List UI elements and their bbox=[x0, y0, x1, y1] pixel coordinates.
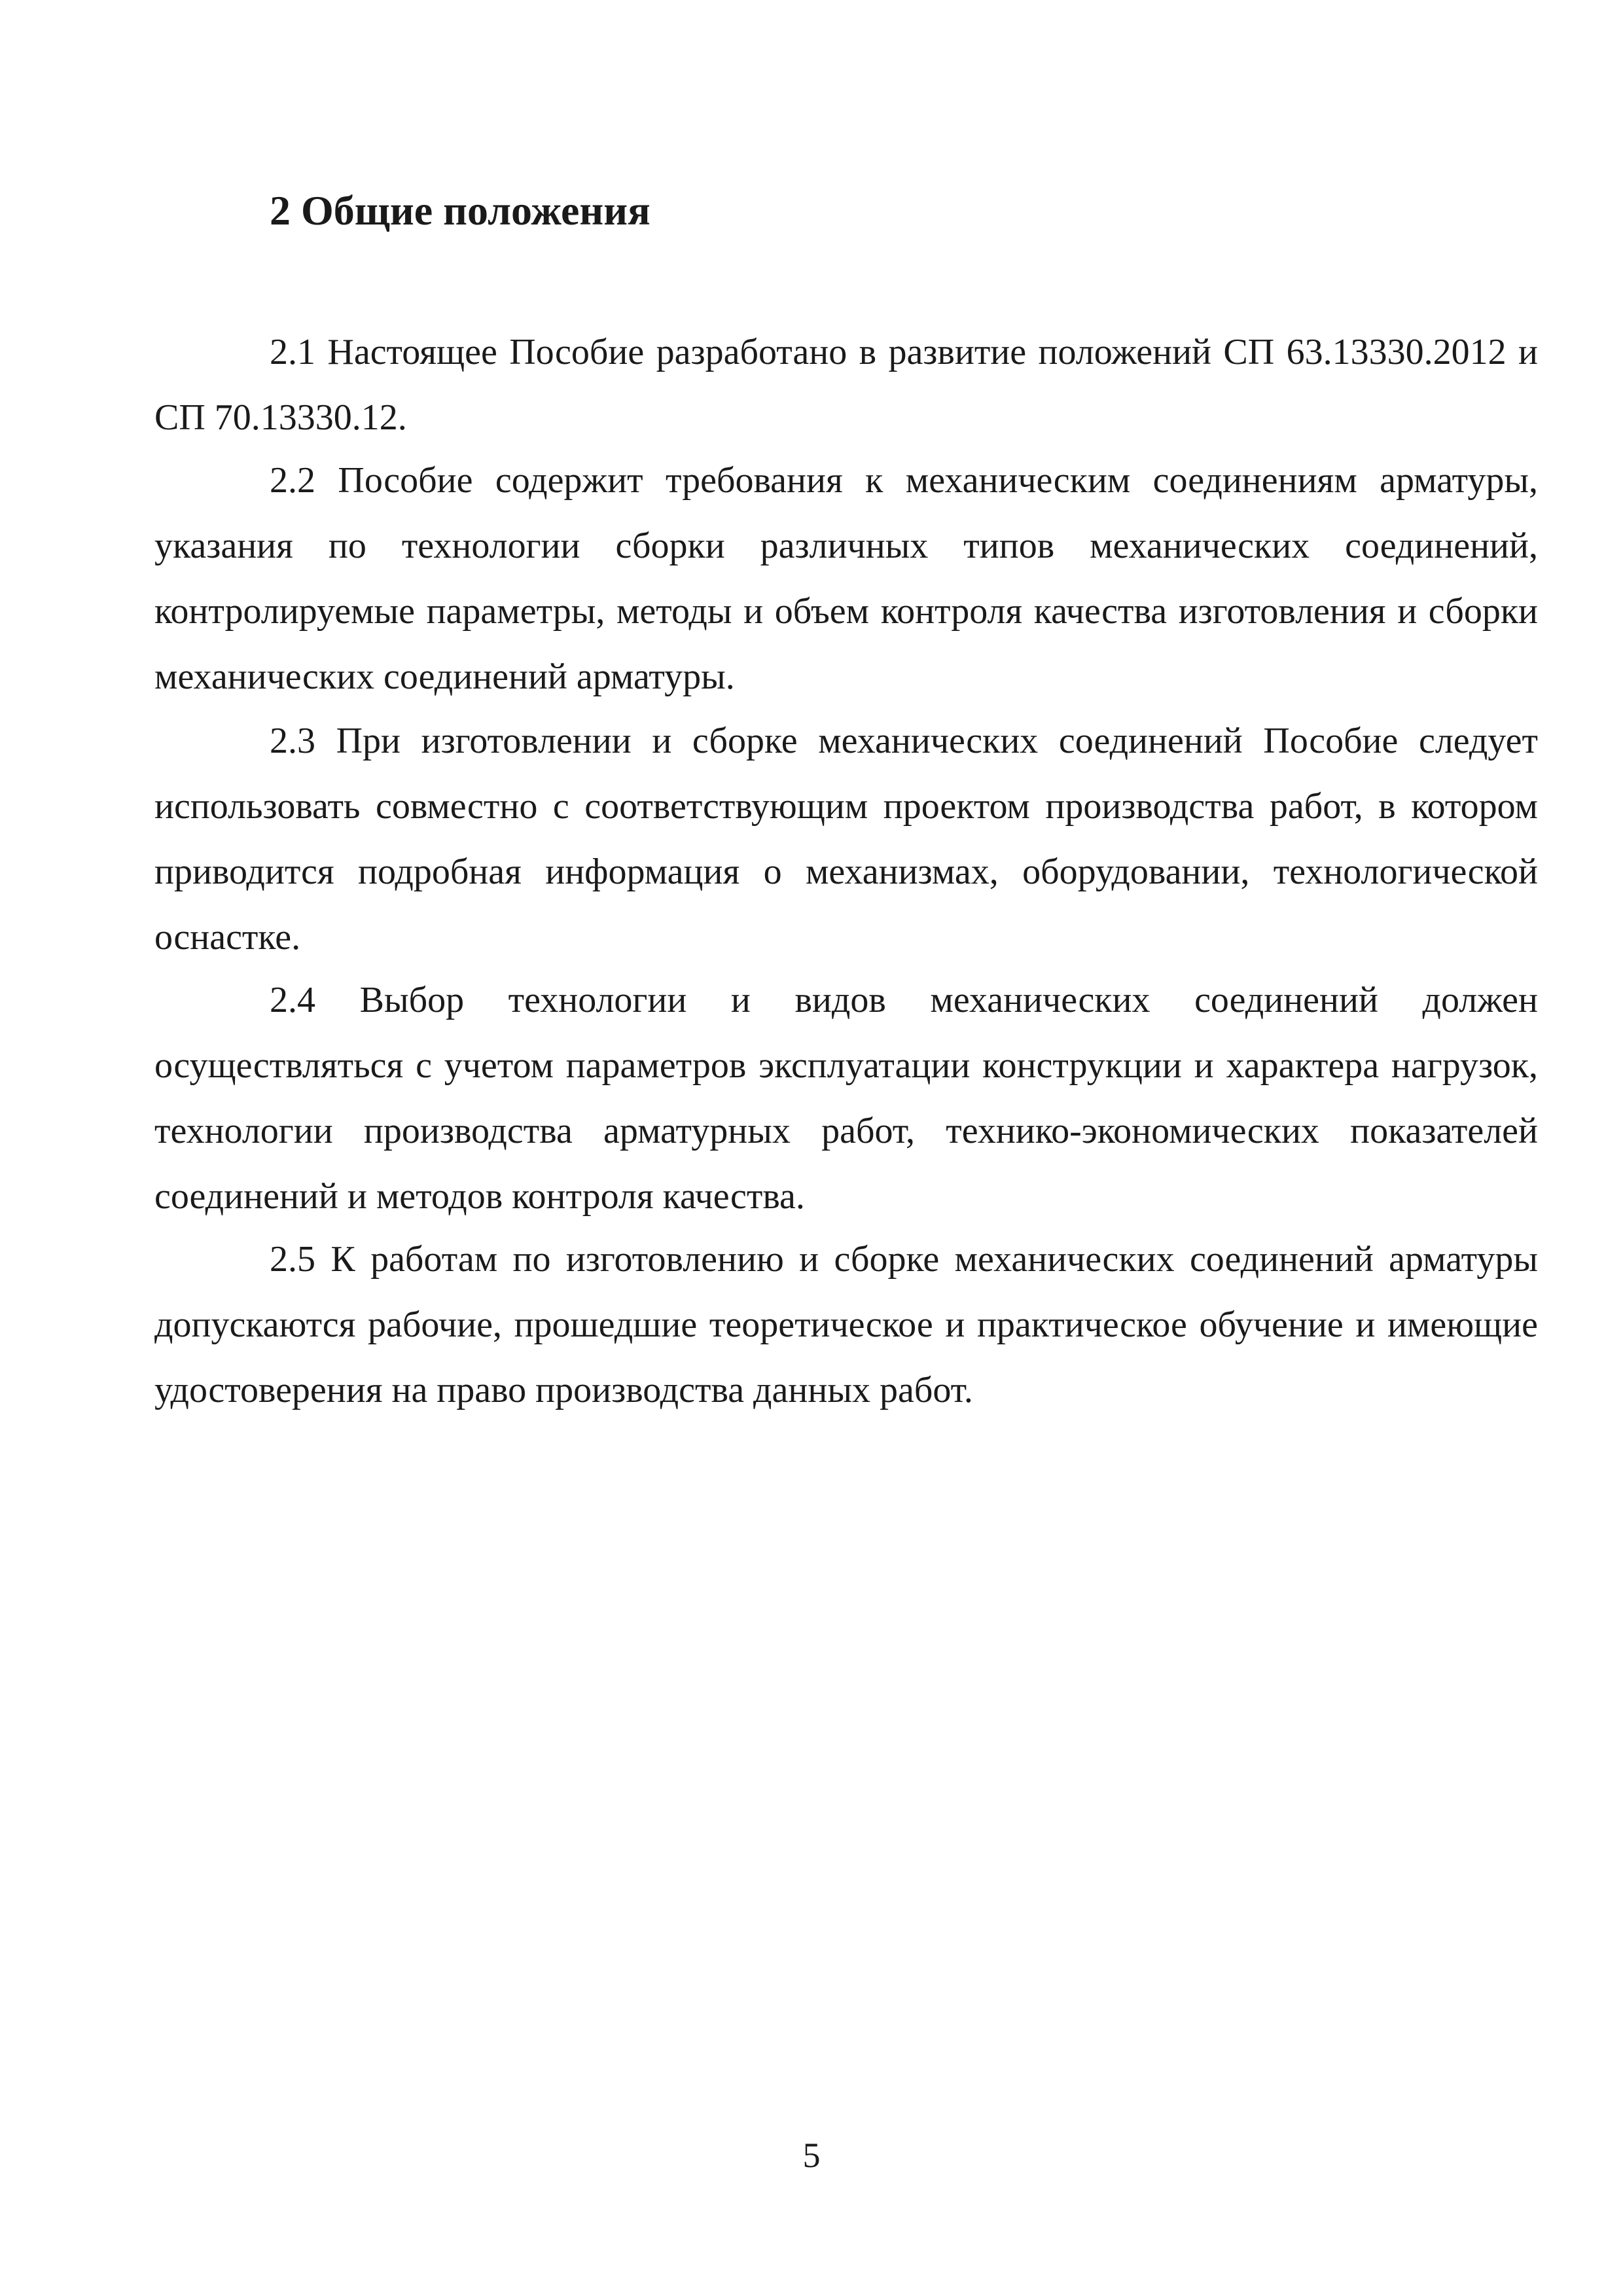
section-heading: 2 Общие положения bbox=[270, 187, 651, 234]
paragraph-2-2: 2.2 Пособие содержит требования к механическим соединениям арматуры, указания по технологии сборки различных типов механических соединений, контролируемые параметры, методы и объем контроля качества изготовления и сборки механических соединений арматуры. bbox=[154, 460, 1538, 697]
paragraph-2-3: 2.3 При изготовлении и сборке механических соединений Пособие следует использовать совместно с соответствующим проектом производства работ, в котором приводится подробная информация о механизмах, оборудовании, технологической оснастке. bbox=[154, 721, 1538, 958]
paragraph-2-5: 2.5 К работам по изготовлению и сборке механических соединений арматуры допускаются рабочие, прошедшие теоретическое и практическое обучение и имеющие удостоверения на право производства данных работ. bbox=[154, 1239, 1538, 1410]
paragraph-2-4: 2.4 Выбор технологии и видов механических соединений должен осуществляться с учетом параметров эксплуатации конструкции и характера нагрузок, технологии производства арматурных работ, технико-экономических показателей соединений и методов контроля качества. bbox=[154, 980, 1538, 1217]
paragraph-2-1: 2.1 Настоящее Пособие разработано в развитие положений СП 63.13330.2012 и СП 70.13330.12. bbox=[154, 332, 1538, 438]
page-number: 5 bbox=[802, 2136, 821, 2175]
